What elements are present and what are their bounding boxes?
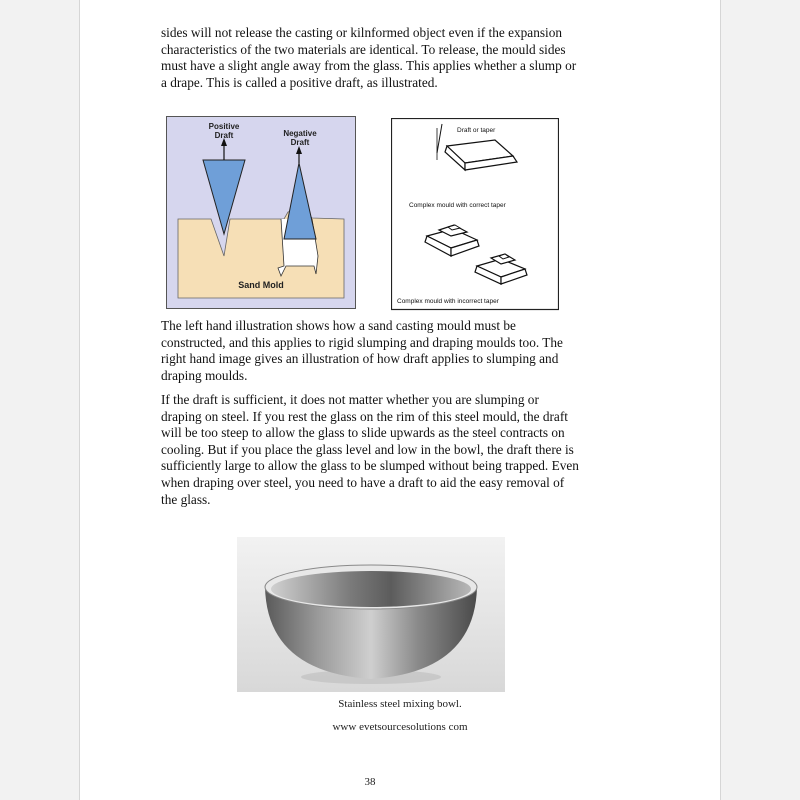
negative-draft-label-2: Draft: [290, 138, 310, 147]
body-paragraph: The left hand illustration shows how a sand casting mould must be constructed, and this applies to rigid slumping and draping moulds too. The right hand image gives an illustration of how draft applies to slumping and draping moulds.: [161, 318, 563, 383]
draft-taper-label: Draft or taper: [457, 127, 496, 134]
correct-taper-label: Complex mould with correct taper: [409, 202, 506, 209]
sand-mold-draft-diagram: [166, 116, 356, 309]
positive-draft-label-2: Draft: [214, 131, 234, 140]
photo-caption: Stainless steel mixing bowl.: [338, 698, 462, 710]
body-paragraph: If the draft is sufficient, it does not matter whether you are slumping or draping on steel. If you rest the glass on the rim of this steel mould, the draft will be too steep to allow the glass to slide upwards as the steel contracts on cooling. But if you place the glass level and low in the bowl, the draft there is sufficiently large to allow the glass to be slumped without being trapped. Even when draping over steel, you need to have a draft to aid the easy removal of the glass.: [161, 392, 579, 507]
photo-credit: www evetsourcesolutions com: [332, 721, 468, 733]
bowl-interior: [271, 571, 471, 607]
sand-mold-label: Sand Mold: [238, 280, 284, 290]
steel-bowl-photo: [237, 537, 505, 692]
document-page: [79, 0, 721, 800]
body-paragraph: sides will not release the casting or kilnformed object even if the expansion characteristics of the two materials are identical. To release, the mould sides must have a slight angle away from the glass. This applies whether a slump or a drape. This is called a positive draft, as illustrated.: [161, 25, 577, 90]
draft-taper-illustration: [391, 118, 559, 311]
incorrect-taper-label: Complex mould with incorrect taper: [397, 298, 499, 305]
page-number: 38: [364, 776, 376, 788]
negative-draft-label-1: Negative: [283, 129, 317, 138]
positive-draft-label-1: Positive: [208, 122, 240, 131]
